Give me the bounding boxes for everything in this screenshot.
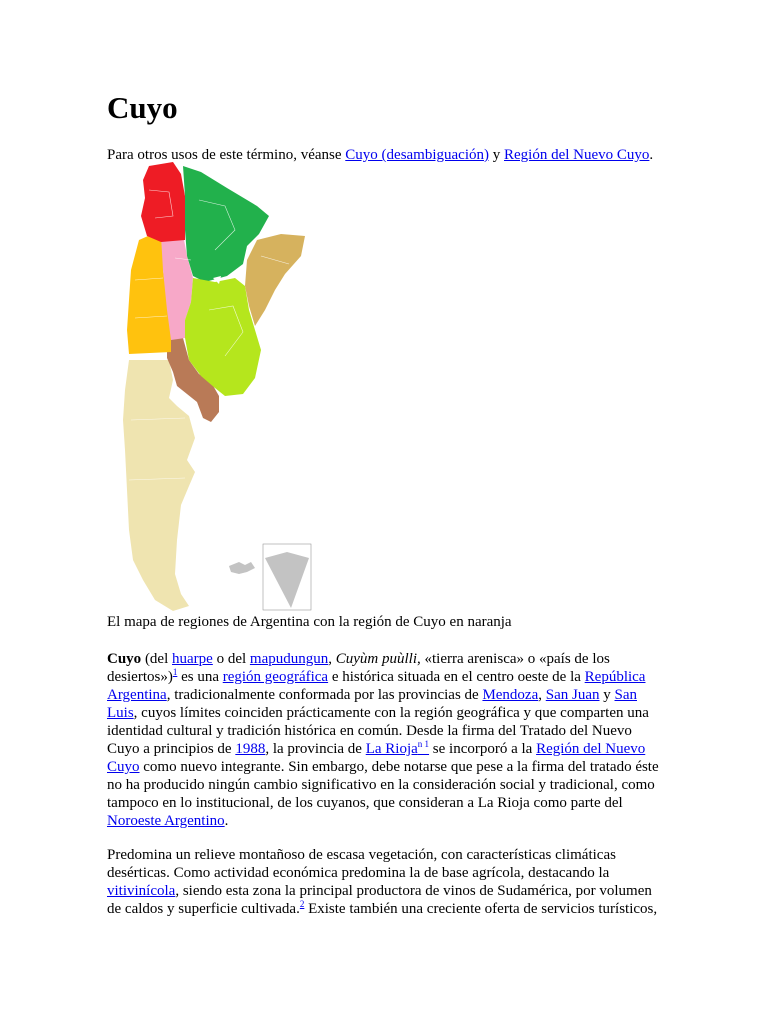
note-n1: n 1 xyxy=(417,739,430,749)
text: (del xyxy=(141,651,173,667)
link-vitivinicola[interactable]: vitivinícola xyxy=(107,883,176,899)
term-cuyum-puulli: Cuyùm puùlli xyxy=(335,651,417,667)
map-region-litoral xyxy=(245,234,305,326)
link-region-nuevo-cuyo-body[interactable]: Región del Nuevo Cuyo xyxy=(107,741,646,775)
link-mendoza[interactable]: Mendoza xyxy=(482,687,539,703)
reference-1[interactable]: 1 xyxy=(172,667,178,677)
text: e histórica situada en el centro oeste de la xyxy=(328,669,585,685)
reference-2[interactable]: 2 xyxy=(299,899,305,909)
link-la-rioja-label: La Rioja xyxy=(365,741,418,757)
text: . xyxy=(224,813,229,829)
link-san-luis[interactable]: San Luis xyxy=(107,687,637,721)
text: es una xyxy=(177,669,223,685)
text: , «tierra arenisca» o «país de los desiertos») xyxy=(107,651,610,685)
page-title: Cuyo xyxy=(107,90,178,125)
hatnote-prefix: Para otros usos de este término, véanse xyxy=(107,147,346,163)
text: como nuevo integrante. Sin embargo, debe notarse que pese a la firma del tratado éste no ha producido ningún cambio significativo en la consideración social y tradicional, como tampoco en lo institucional, de los cuyanos, que consideran a La Rioja como parte del xyxy=(107,759,659,811)
hatnote-suffix: . xyxy=(649,147,654,163)
text: , cuyos límites coinciden prácticamente con la región geográfica y que comparten una identidad cultural y tradición histórica en común. Desde la firma del Tratado del Nuevo Cuyo a principios de xyxy=(107,705,649,757)
link-region-geografica[interactable]: región geográfica xyxy=(222,669,329,685)
link-1988[interactable]: 1988 xyxy=(235,741,266,757)
map-malvinas xyxy=(229,562,255,574)
text: Predomina un relieve montañoso de escasa vegetación, con características climáticas desérticas. Como actividad económica predomina la de base agrícola, destacando la xyxy=(107,847,616,881)
intro-paragraph xyxy=(107,650,663,830)
text: , siendo esta zona la principal productora de vinos de Sudamérica, por volumen de caldos y superficie cultivada. xyxy=(107,883,652,917)
text: Existe también una creciente oferta de servicios turísticos, xyxy=(304,901,658,917)
text: y xyxy=(599,687,615,703)
text: , xyxy=(538,687,546,703)
text: , xyxy=(328,651,336,667)
map-region-noa xyxy=(141,162,185,242)
map-region-patagonia xyxy=(123,360,195,611)
text: se incorporó a la xyxy=(429,741,537,757)
link-mapudungun[interactable]: mapudungun xyxy=(249,651,329,667)
text: , la provincia de xyxy=(265,741,366,757)
text: , tradicionalmente conformada por las provincias de xyxy=(166,687,483,703)
link-huarpe[interactable]: huarpe xyxy=(172,651,213,667)
map-antarctica xyxy=(265,552,309,608)
link-la-rioja[interactable] xyxy=(366,741,429,757)
hatnote-middle: y xyxy=(489,147,504,163)
map-caption: El mapa de regiones de Argentina con la región de Cuyo en naranja xyxy=(107,614,512,630)
text: o del xyxy=(212,651,250,667)
link-san-juan[interactable]: San Juan xyxy=(545,687,600,703)
link-republica-argentina[interactable]: República Argentina xyxy=(107,669,646,703)
second-paragraph xyxy=(107,846,663,918)
link-region-nuevo-cuyo[interactable]: Región del Nuevo Cuyo xyxy=(504,147,650,163)
term-cuyo: Cuyo xyxy=(107,651,142,667)
regions-map[interactable] xyxy=(115,160,315,616)
link-cuyo-desambiguacion[interactable]: Cuyo (desambiguación) xyxy=(345,147,489,163)
link-noroeste-argentino[interactable]: Noroeste Argentino xyxy=(107,813,225,829)
